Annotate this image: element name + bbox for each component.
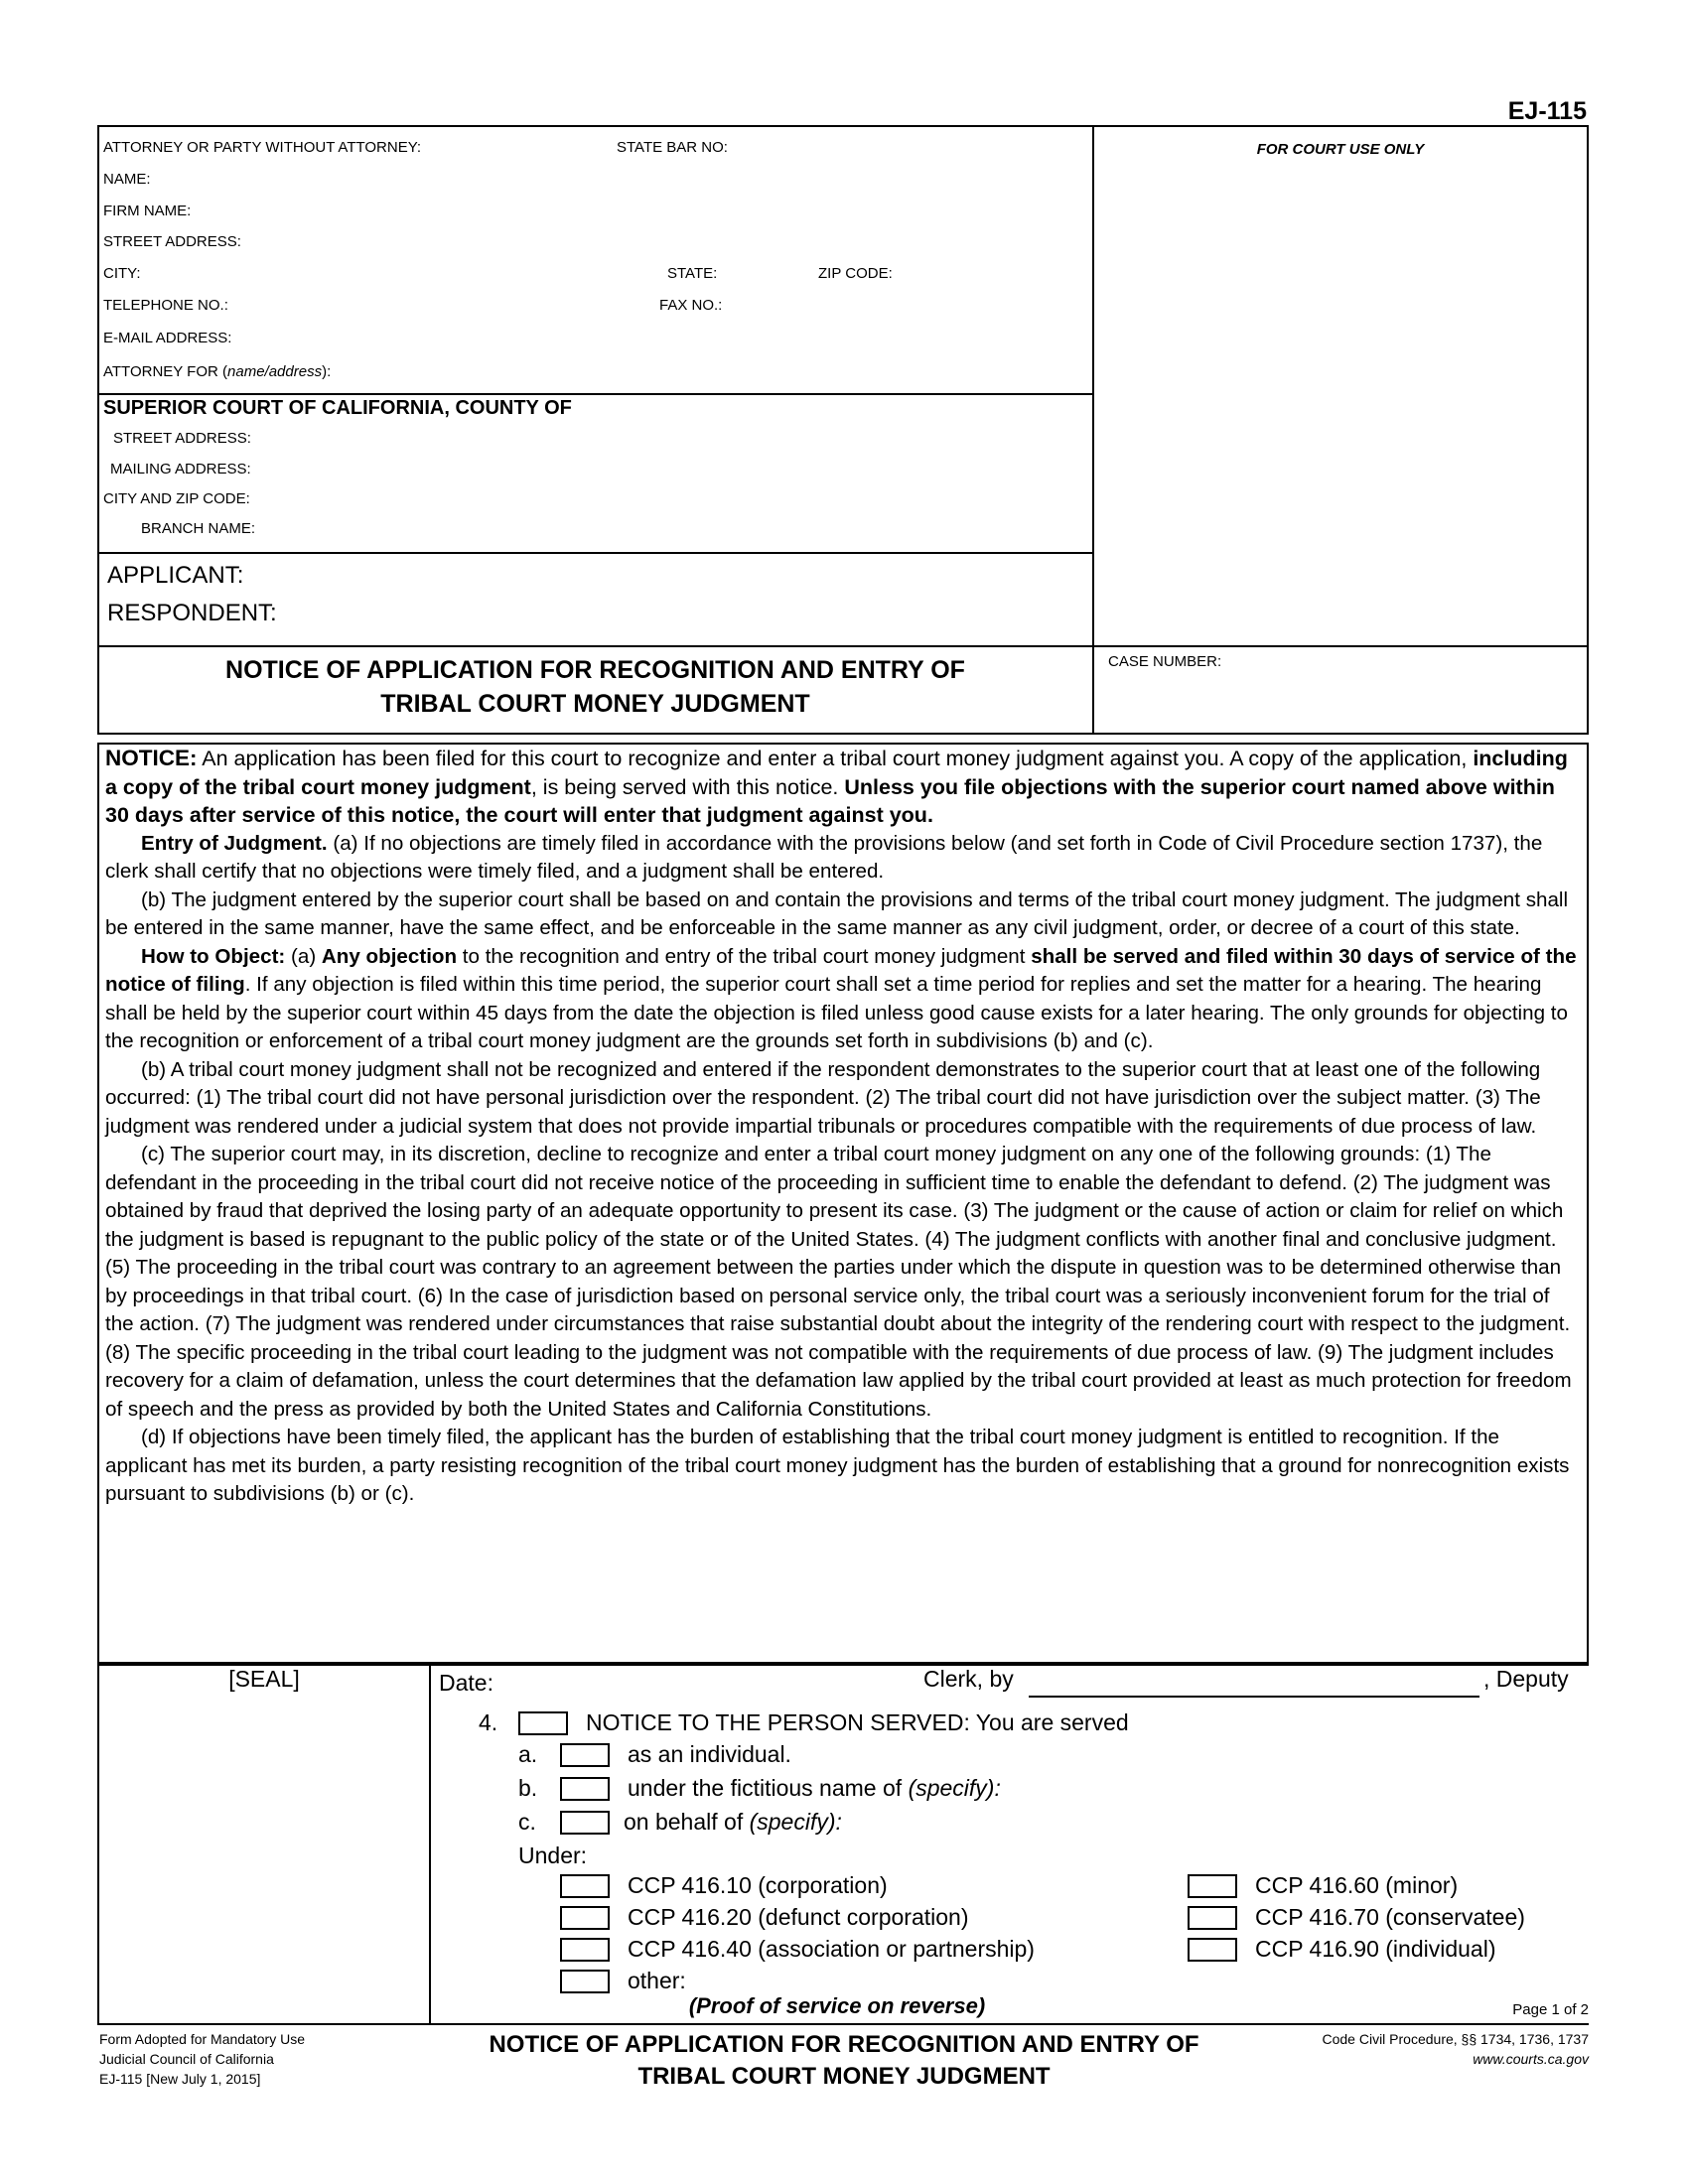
court-use-label: FOR COURT USE ONLY [1256, 141, 1425, 158]
notice-served-checkbox[interactable] [518, 1711, 568, 1735]
on-behalf-checkbox[interactable] [560, 1811, 610, 1835]
proof-note: (Proof of service on reverse) [688, 1993, 986, 2018]
court-street-label: STREET ADDRESS: [113, 430, 251, 447]
court-parties-divider [97, 552, 1093, 554]
other-checkbox[interactable] [560, 1970, 610, 1993]
bottom-line [97, 2023, 1589, 2025]
firm-name-label: FIRM NAME: [103, 203, 192, 219]
ccp-416-60-checkbox[interactable] [1188, 1874, 1237, 1898]
footer-title: NOTICE OF APPLICATION FOR RECOGNITION AND ENTRY OF TRIBAL COURT MONEY JUDGMENT [489, 2031, 1199, 2090]
fax-label: FAX NO.: [659, 297, 723, 314]
title-divider [97, 645, 1589, 647]
ccp-416-90-label: CCP 416.90 (individual) [1255, 1936, 1496, 1962]
attorney-label: ATTORNEY OR PARTY WITHOUT ATTORNEY: [103, 139, 422, 156]
court-mailing-label: MAILING ADDRESS: [110, 461, 251, 478]
option-b-letter: b. [518, 1775, 538, 1801]
individual-checkbox[interactable] [560, 1743, 610, 1767]
city-label: CITY: [103, 265, 141, 282]
applicant-label: APPLICANT: [107, 562, 244, 589]
notice-heading: NOTICE: [105, 746, 198, 770]
form-number: EJ-115 [1507, 97, 1587, 125]
date-label: Date: [439, 1670, 493, 1696]
notice-text: NOTICE: An application has been filed for this court to recognize and enter a tribal court money judgment against you. A copy of the application, including a copy of the tribal court money judgment, is being served with this notice. Unless you file objections with the superior court named above within 30 days after service of this notice, the court will enter that judgment against you. Entry of Judgment. (a) If no objections are timely filed in accordance with the provisions below (and set forth in Code of Civil Procedure section 1737), the clerk shall certify that no objections were timely filed, and a judgment shall be entered. (b) The judgment entered by the superior court shall be based on and contain the provisions and terms of the tribal court money judgment. The judgment shall be entered in the same manner, have the same effect, and be enforceable in the same manner as any civil judgment, order, or decree of a court of this state. How to Object: (a) Any objection to the recognition and entry of the tribal court money judgment shall be served and filed within 30 days of service of the notice of filing. If any objection is filed within this time period, the superior court shall set a time period for replies and set the matter for a hearing. The hearing shall be held by the superior court within 45 days from the date the objection is filed unless good cause exists for a later hearing. The only grounds for objecting to the recognition or enforcement of a tribal court money judgment are the grounds set forth in subdivisions (b) and (c). (b) A tribal court money judgment shall not be recognized and entered if the respondent demonstrates to the superior court that at least one of the following occurred: (1) The tribal court did not have personal jurisdiction over the respondent. (2) The tribal court did not have jurisdiction over the subject matter. (3) The judgment was rendered under a judicial system that does not provide impartial tribunals or procedures compatible with the requirements of due process of law. (c) The superior court may, in its discretion, decline to recognize and enter a tribal court money judgment on any one of the following grounds: (1) The defendant in the proceeding in the tribal court did not receive notice of the proceeding in sufficient time to enable the defendant to defend. (2) The judgment was obtained by fraud that deprived the losing party of an adequate opportunity to present its case. (3) The judgment or the cause of action or claim for relief on which the judgment is based is repugnant to the public policy of the state or of the United States. (4) The judgment conflicts with another final and conclusive judgment. (5) The proceeding in the tribal court was contrary to an agreement between the parties under which the dispute in question was to be determined otherwise than by proceedings in that tribal court. (6) In the case of jurisdiction based on personal service only, the tribal court was a seriously inconvenient forum for the trial of the action. (7) The judgment was rendered under circumstances that raise substantial doubt about the integrity of the rendering court with respect to the judgment. (8) The specific proceeding in the tribal court leading to the judgment was not compatible with the requirements of due process of law. (9) The judgment includes recovery for a claim of defamation, unless the court determines that the defamation law applied by the tribal court provided at least as much protection for freedom of speech and the press as provided by both the United States and California Constitutions. (d) If objections have been timely filed, the applicant has the burden of establishing that the tribal court money judgment is entitled to recognition. If the applicant has met its burden, a party resisting recognition of the tribal court money judgment has the burden of establishing that a ground for nonrecognition exists pursuant to subdivisions (b) or (c). [105, 746, 1577, 1505]
street-address-label: STREET ADDRESS: [103, 233, 241, 250]
footer-right: Code Civil Procedure, §§ 1734, 1736, 1737 www.courts.ca.gov [1271, 2029, 1589, 2069]
notice-served-heading: NOTICE TO THE PERSON SERVED: You are served [586, 1709, 1129, 1735]
attorney-court-divider [97, 393, 1093, 395]
clerk-label: Clerk, by [923, 1666, 1014, 1692]
caption-box [97, 125, 1589, 735]
state-label: STATE: [667, 265, 718, 282]
email-label: E-MAIL ADDRESS: [103, 330, 232, 346]
ccp-416-70-label: CCP 416.70 (conservatee) [1255, 1904, 1525, 1930]
fictitious-name-checkbox[interactable] [560, 1777, 610, 1801]
case-number-label: CASE NUMBER: [1108, 653, 1222, 670]
footer-left: Form Adopted for Mandatory Use Judicial Council of California EJ-115 [New July 1, 2015] [99, 2031, 305, 2087]
seal-divider [429, 1664, 431, 2025]
deputy-label: , Deputy [1483, 1666, 1569, 1692]
option-a-letter: a. [518, 1741, 538, 1767]
court-use-divider [1092, 125, 1094, 735]
state-bar-label: STATE BAR NO: [617, 139, 728, 156]
ccp-416-40-checkbox[interactable] [560, 1938, 610, 1962]
clerk-signature-line[interactable] [1029, 1672, 1479, 1698]
name-label: NAME: [103, 171, 151, 188]
ccp-416-40-label: CCP 416.40 (association or partnership) [628, 1936, 1035, 1962]
court-city-zip-label: CITY AND ZIP CODE: [103, 490, 250, 507]
courts-website-link[interactable]: www.courts.ca.gov [1473, 2051, 1589, 2067]
item-number: 4. [479, 1709, 498, 1735]
court-branch-label: BRANCH NAME: [141, 520, 256, 537]
under-label: Under: [518, 1843, 588, 1868]
bottom-left-border [97, 1664, 99, 2025]
ccp-416-10-label: CCP 416.10 (corporation) [628, 1872, 888, 1898]
individual-label: as an individual. [628, 1741, 791, 1767]
zip-code-label: ZIP CODE: [818, 265, 893, 282]
respondent-label: RESPONDENT: [107, 600, 277, 626]
ccp-416-20-checkbox[interactable] [560, 1906, 610, 1930]
fictitious-name-label: under the fictitious name of (specify): [628, 1775, 1001, 1801]
ccp-416-20-label: CCP 416.20 (defunct corporation) [628, 1904, 969, 1930]
seal-label: [SEAL] [228, 1666, 300, 1692]
ccp-416-70-checkbox[interactable] [1188, 1906, 1237, 1930]
page-label: Page 1 of 2 [1512, 2001, 1589, 2018]
form-title: NOTICE OF APPLICATION FOR RECOGNITION AND ENTRY OF TRIBAL COURT MONEY JUDGMENT [225, 656, 965, 718]
ccp-416-10-checkbox[interactable] [560, 1874, 610, 1898]
other-label: other: [628, 1968, 686, 1993]
telephone-label: TELEPHONE NO.: [103, 297, 228, 314]
attorney-for-label: ATTORNEY FOR (name/address): [103, 363, 332, 380]
ccp-416-90-checkbox[interactable] [1188, 1938, 1237, 1962]
ccp-416-60-label: CCP 416.60 (minor) [1255, 1872, 1459, 1898]
court-title: SUPERIOR COURT OF CALIFORNIA, COUNTY OF [103, 397, 572, 419]
option-c-letter: c. [518, 1809, 536, 1835]
on-behalf-label: on behalf of (specify): [624, 1809, 842, 1835]
